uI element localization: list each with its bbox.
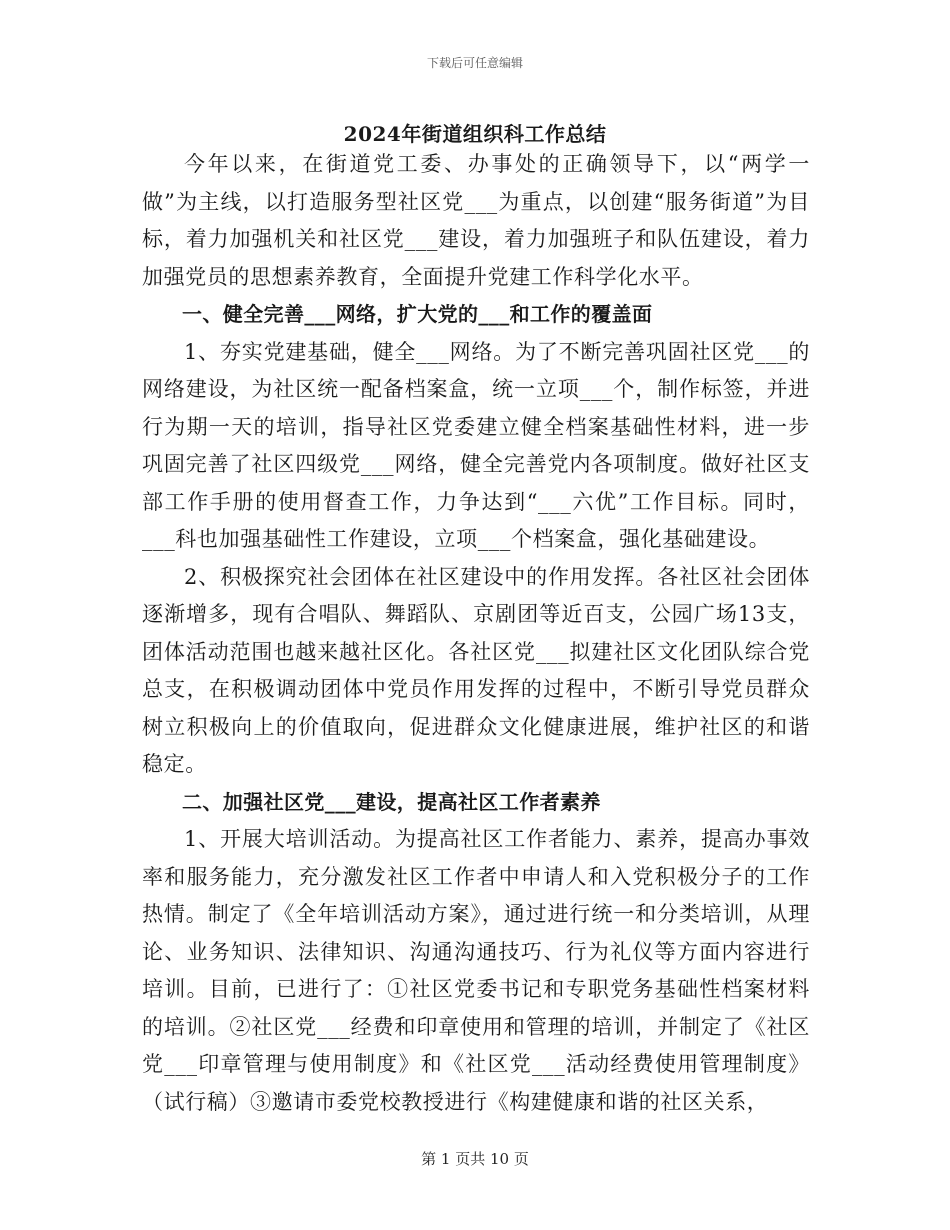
section-1-paragraph-1: 1、夯实党建基础，健全___网络。为了不断完善巩固社区党___的网络建设，为社区统一配备档案盒，统一立项___个，制作标签，并进行为期一天的培训，指导社区党委建立健全档案基础性材料，进一步巩固完善了社区四级党___网络，健全完善党内各项制度。做好社区支部工作手册的使用督查工作，力争达到“___六优”工作目标。同时，___科也加强基础性工作建设，立项___个档案盒，强化基础建设。	[142, 339, 810, 551]
document-title: 2024年街道组织科工作总结	[343, 122, 607, 146]
document-body	[142, 146, 810, 1121]
page-header: 下载后可任意编辑	[426, 56, 523, 70]
section-2-paragraph-1: 1、开展大培训活动。为提高社区工作者能力、素养，提高办事效率和服务能力，充分激发社区工作者中申请人和入党积极分子的工作热情。制定了《全年培训活动方案》，通过进行统一和分类培训，从理论、业务知识、法律知识、沟通沟通技巧、行为礼仪等方面内容进行培训。目前，已进行了：①社区党委书记和专职党务基础性档案材料的培训。②社区党___经费和印章使用和管理的培训，并制定了《社区党___印章管理与使用制度》和《社区党___活动经费使用管理制度》（试行稿）③邀请市委党校教授进行《构建健康和谐的社区关系，	[142, 827, 810, 1114]
page-footer: 第 1 页共 10 页	[421, 1150, 529, 1168]
intro-paragraph: 今年以来，在街道党工委、办事处的正确领导下，以“两学一做”为主线，以打造服务型社区党___为重点，以创建“服务街道”为目标，着力加强机关和社区党___建设，着力加强班子和队伍建设，着力加强党员的思想素养教育，全面提升党建工作科学化水平。	[142, 152, 810, 289]
section-heading-2: 二、加强社区党___建设，提高社区工作者素养	[182, 789, 601, 814]
section-heading-1: 一、健全完善___网络，扩大党的___和工作的覆盖面	[182, 302, 653, 326]
section-1-paragraph-2: 2、积极探究社会团体在社区建设中的作用发挥。各社区社会团体逐渐增多，现有合唱队、舞蹈队、京剧团等近百支，公园广场13支，团体活动范围也越来越社区化。各社区党___拟建社区文化团队综合党总支，在积极调动团体中党员作用发挥的过程中，不断引导党员群众树立积极向上的价值取向，促进群众文化健康进展，维护社区的和谐稳定。	[142, 564, 810, 776]
